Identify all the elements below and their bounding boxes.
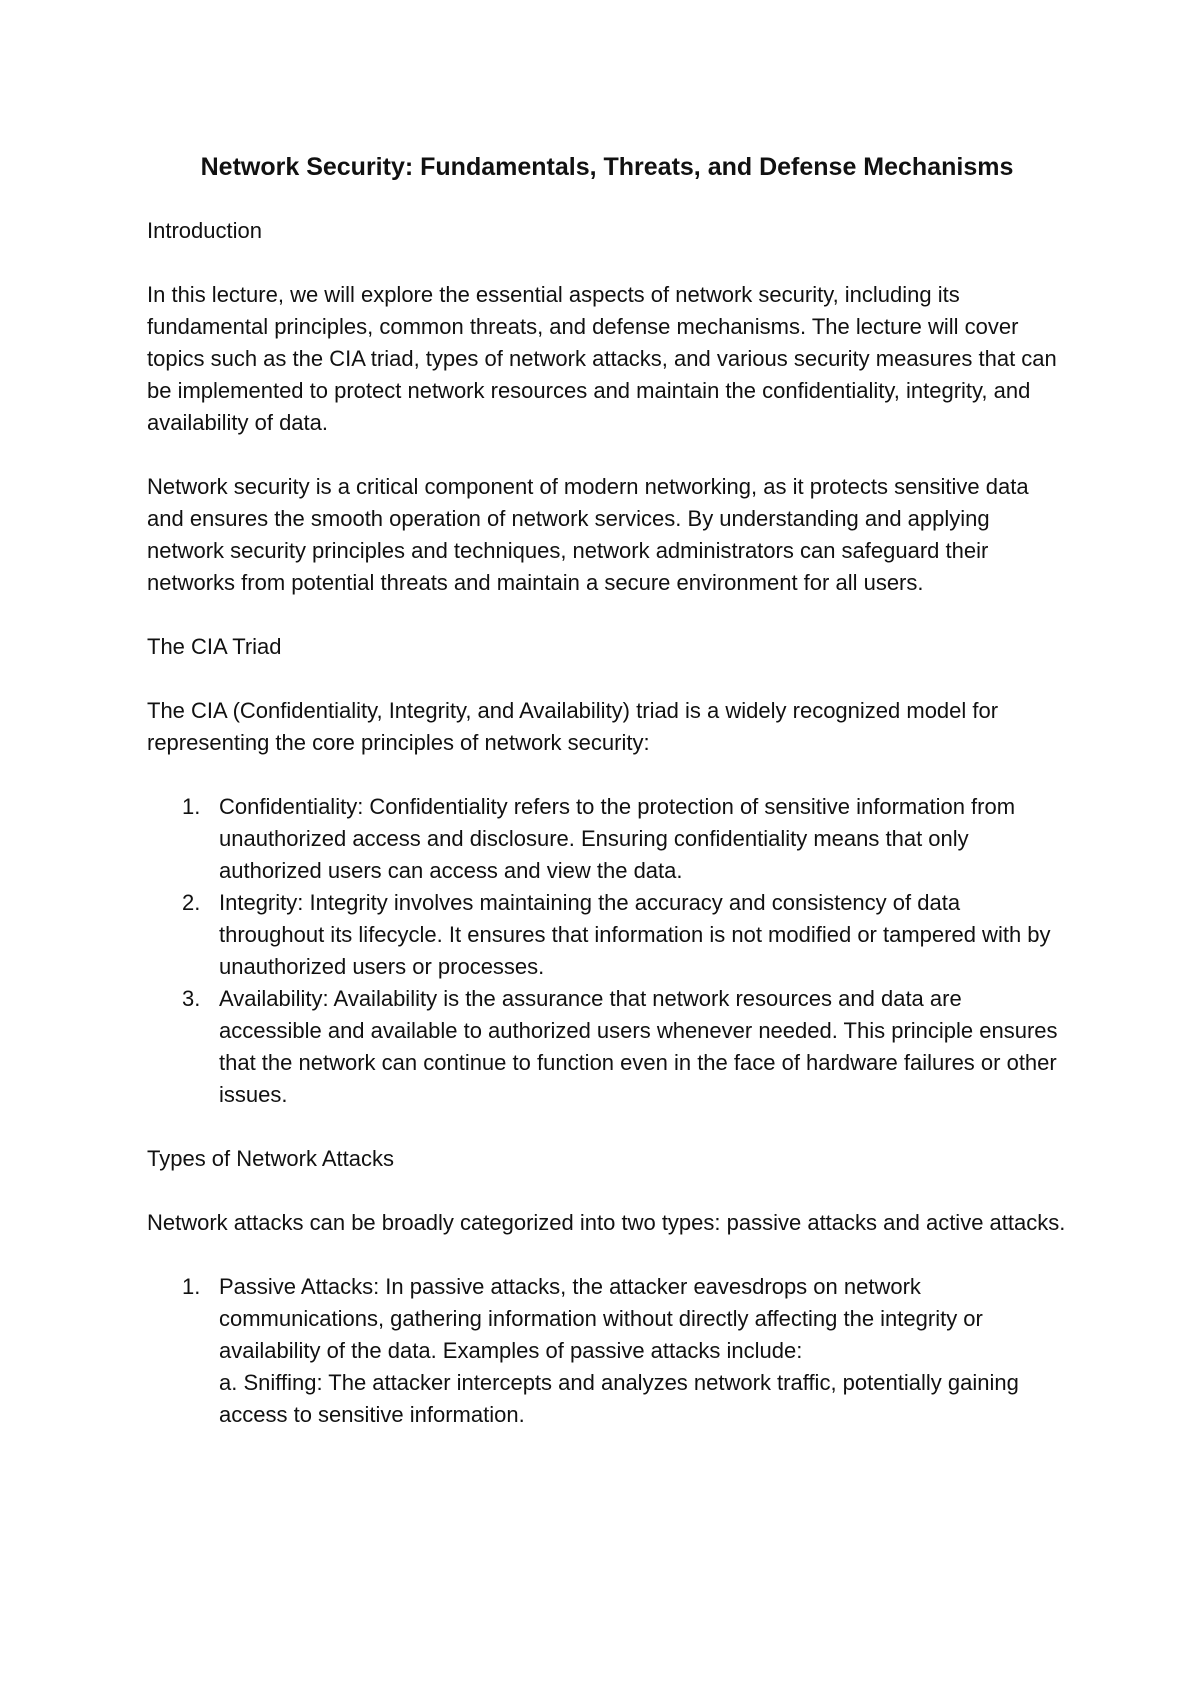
list-item-text: Availability: Availability is the assurance that network resources and data are accessible and available to authorized users whenever needed. This principle ensures that the network can continue to function even in the face of hardware failures or other issues. xyxy=(219,986,1058,1107)
list-item-text: Passive Attacks: In passive attacks, the attacker eavesdrops on network communications, gathering information without directly affecting the integrity or availability of the data. Examples of passive attacks include: xyxy=(219,1274,983,1363)
list-item-text: Confidentiality: Confidentiality refers to the protection of sensitive information from unauthorized access and disclosure. Ensuring confidentiality means that only authorized users can access and view the data. xyxy=(219,794,1016,883)
list-item-number: 1. xyxy=(182,794,201,819)
list-subitem-text: a. Sniffing: The attacker intercepts and analyzes network traffic, potentially gaining access to sensitive information. xyxy=(219,1370,1019,1427)
cia-intro-paragraph: The CIA (Confidentiality, Integrity, and Availability) triad is a widely recognized model for representing the core principles of network security: xyxy=(147,698,999,755)
attacks-intro-paragraph: Network attacks can be broadly categorized into two types: passive attacks and active attacks. xyxy=(147,1210,1066,1235)
section-heading-introduction: Introduction xyxy=(147,218,262,243)
list-item xyxy=(147,1271,1067,1431)
introduction-paragraph-1: In this lecture, we will explore the essential aspects of network security, including its fundamental principles, common threats, and defense mechanisms. The lecture will cover topics such as the CIA triad, types of network attacks, and various security measures that can be implemented to protect network resources and maintain the confidentiality, integrity, and availability of data. xyxy=(147,282,1057,435)
list-item-text: Integrity: Integrity involves maintaining the accuracy and consistency of data throughout its lifecycle. It ensures that information is not modified or tampered with by unauthorized users or processes. xyxy=(219,890,1051,979)
document-title: Network Security: Fundamentals, Threats, and Defense Mechanisms xyxy=(200,153,1014,181)
section-heading-cia-triad: The CIA Triad xyxy=(147,634,282,659)
cia-list xyxy=(147,791,1067,1111)
document-page xyxy=(147,148,1067,1431)
introduction-paragraph-2: Network security is a critical component of modern networking, as it protects sensitive data and ensures the smooth operation of network services. By understanding and applying network security principles and techniques, network administrators can safeguard their networks from potential threats and maintain a secure environment for all users. xyxy=(147,474,1029,595)
section-heading-network-attacks: Types of Network Attacks xyxy=(147,1146,394,1171)
list-item xyxy=(147,983,1067,1111)
list-item xyxy=(147,887,1067,983)
list-item-number: 1. xyxy=(182,1274,201,1299)
list-item xyxy=(147,791,1067,887)
list-item-number: 2. xyxy=(182,890,201,915)
attacks-list xyxy=(147,1271,1067,1431)
list-item-number: 3. xyxy=(182,986,201,1011)
